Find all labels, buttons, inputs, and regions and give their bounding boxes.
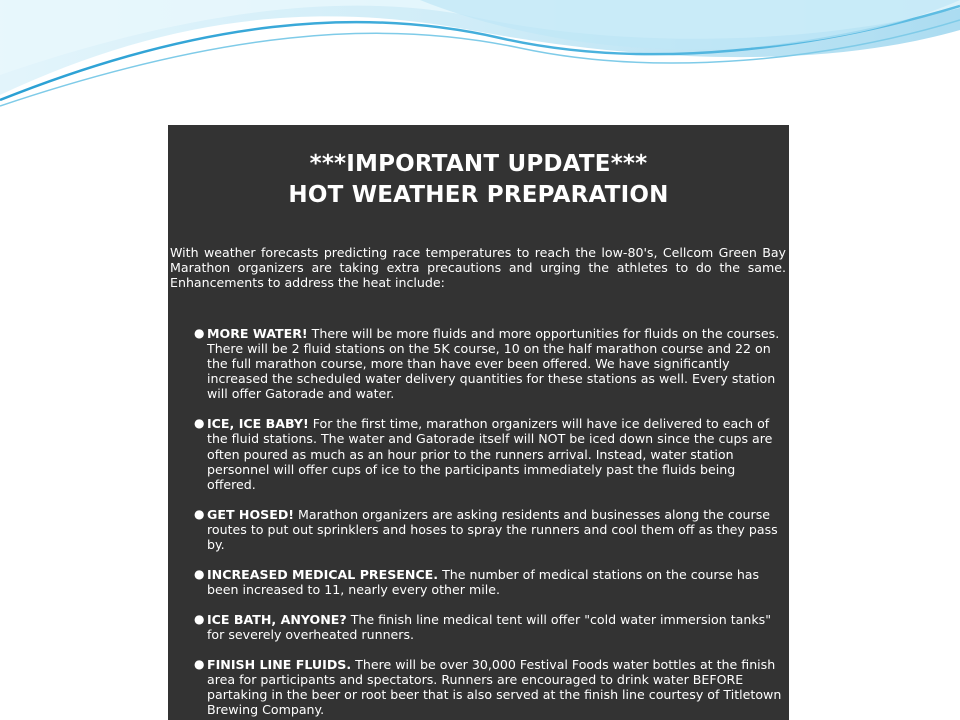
bullet-icon: ●	[194, 325, 205, 340]
item-lead: FINISH LINE FLUIDS.	[207, 656, 352, 672]
list-item-medical-presence	[168, 567, 789, 597]
bullet-icon: ●	[194, 506, 205, 521]
item-text: The number of medical stations on the course has been increased to 11, nearly every other mile.	[207, 566, 760, 597]
item-text: There will be over 30,000 Festival Foods water bottles at the finish area for participants and spectators. Runners are encouraged to drink water BEFORE partaking in the beer or root beer that is also served at the finish line courtesy of Titletown Brewing Company.	[207, 656, 782, 718]
item-lead: ICE BATH, ANYONE?	[207, 611, 347, 627]
item-lead: MORE WATER!	[207, 325, 308, 341]
bullet-icon: ●	[194, 566, 205, 581]
page-title	[168, 149, 789, 211]
enhancements-list	[168, 326, 789, 718]
intro-paragraph: With weather forecasts predicting race temperatures to reach the low-80's, Cellcom Green Bay Marathon organizers are taking extra precautions and urging the athletes to do the same. Enhancements to address the heat include:	[170, 245, 786, 291]
list-item-more-water	[168, 326, 789, 402]
item-text: For the first time, marathon organizers will have ice delivered to each of the fluid stations. The water and Gatorade itself will NOT be iced down since the cups are often poured as much as an hour prior to the runners arrival. Instead, water station personnel will offer cups of ice to the participants immediately past the fluids being offered.	[207, 416, 773, 492]
item-text: Marathon organizers are asking residents and businesses along the course routes to put out sprinklers and hoses to spray the runners and cool them off as they pass by.	[207, 506, 778, 553]
bullet-icon: ●	[194, 611, 205, 626]
item-lead: INCREASED MEDICAL PRESENCE.	[207, 566, 439, 582]
title-line-hot-weather: HOT WEATHER PREPARATION	[288, 182, 669, 208]
bullet-icon: ●	[194, 656, 205, 671]
list-item-ice-bath	[168, 612, 789, 642]
list-item-get-hosed	[168, 507, 789, 553]
bullet-icon: ●	[194, 416, 205, 431]
item-lead: GET HOSED!	[207, 506, 295, 522]
list-item-finish-line-fluids	[168, 657, 789, 718]
title-line-important-update: ***IMPORTANT UPDATE***	[309, 151, 648, 177]
decorative-wave-header	[0, 0, 960, 110]
item-text: There will be more fluids and more opportunities for fluids on the courses. There will be 2 fluid stations on the 5K course, 10 on the half marathon course and 22 on the full marathon course, more than have ever been offered. We have significantly increased the scheduled water delivery quantities for these stations as well. Every station will offer Gatorade and water.	[207, 325, 780, 402]
hot-weather-update-panel	[168, 125, 789, 720]
item-text: The finish line medical tent will offer "cold water immersion tanks" for severely overheated runners.	[207, 611, 771, 642]
item-lead: ICE, ICE BABY!	[207, 416, 309, 432]
list-item-ice-ice-baby	[168, 416, 789, 492]
